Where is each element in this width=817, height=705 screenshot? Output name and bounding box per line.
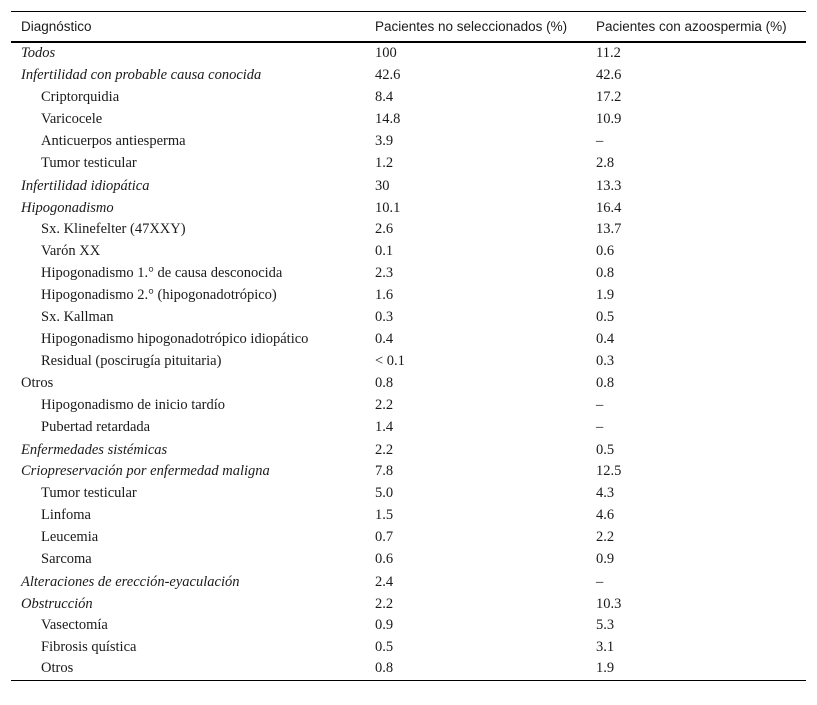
value-azoospermia: 1.9 — [596, 660, 615, 677]
value-azoospermia: 1.9 — [596, 286, 615, 303]
value-no-seleccionados: 2.4 — [375, 573, 394, 590]
diagnosis-label: Obstrucción — [21, 595, 93, 612]
table-body — [11, 42, 806, 680]
diagnosis-label: Hipogonadismo — [21, 199, 114, 216]
value-azoospermia: – — [596, 418, 604, 435]
table-row — [11, 570, 806, 592]
diagnosis-label: Leucemia — [41, 528, 99, 545]
diagnosis-label: Fibrosis quística — [41, 638, 137, 655]
diagnosis-label: Sarcoma — [41, 550, 92, 567]
value-azoospermia: 4.3 — [596, 484, 615, 501]
value-azoospermia: 0.5 — [596, 308, 615, 325]
table-row — [11, 86, 806, 108]
diagnosis-label: Criopreservación por enfermedad maligna — [21, 462, 270, 479]
value-no-seleccionados: 0.1 — [375, 242, 394, 259]
value-azoospermia: – — [596, 132, 604, 149]
table-row — [11, 240, 806, 262]
value-no-seleccionados: 0.8 — [375, 660, 394, 677]
diagnosis-label: Hipogonadismo de inicio tardío — [41, 396, 226, 413]
value-azoospermia: 16.4 — [596, 199, 622, 216]
value-no-seleccionados: 0.8 — [375, 374, 394, 391]
table-row — [11, 526, 806, 548]
table-row — [11, 416, 806, 438]
value-no-seleccionados: 0.6 — [375, 550, 394, 567]
diagnosis-label: Tumor testicular — [41, 154, 137, 171]
value-no-seleccionados: 1.5 — [375, 506, 394, 523]
diagnosis-label: Infertilidad idiopática — [21, 177, 150, 194]
table-row — [11, 658, 806, 680]
value-no-seleccionados: 10.1 — [375, 199, 401, 216]
value-no-seleccionados: 2.2 — [375, 396, 394, 413]
header-pacientes-azoospermia: Pacientes con azoospermia (%) — [596, 19, 787, 34]
table-row — [11, 438, 806, 460]
value-azoospermia: – — [596, 396, 604, 413]
value-azoospermia: 11.2 — [596, 45, 621, 61]
value-no-seleccionados: 0.7 — [375, 528, 394, 545]
diagnosis-label: Anticuerpos antiesperma — [41, 132, 186, 149]
diagnosis-label: Infertilidad con probable causa conocida — [21, 66, 262, 83]
value-no-seleccionados: 100 — [375, 45, 397, 61]
table-row — [11, 108, 806, 130]
table-row — [11, 152, 806, 174]
value-azoospermia: 4.6 — [596, 506, 615, 523]
value-azoospermia: 13.7 — [596, 220, 622, 237]
table-row — [11, 592, 806, 614]
value-no-seleccionados: 1.6 — [375, 286, 394, 303]
value-no-seleccionados: 0.5 — [375, 638, 394, 655]
value-azoospermia: 10.9 — [596, 110, 622, 127]
table-row — [11, 64, 806, 86]
value-azoospermia: 2.2 — [596, 528, 615, 545]
header-row — [11, 12, 806, 43]
table-row — [11, 328, 806, 350]
table-row — [11, 394, 806, 416]
table-row — [11, 262, 806, 284]
diagnosis-label: Sx. Kallman — [41, 308, 114, 325]
diagnosis-label: Sx. Klinefelter (47XXY) — [41, 220, 186, 237]
diagnosis-label: Residual (poscirugía pituitaria) — [41, 352, 222, 369]
table-row — [11, 548, 806, 570]
value-azoospermia: – — [596, 573, 604, 590]
value-no-seleccionados: 2.6 — [375, 220, 394, 237]
table-row — [11, 218, 806, 240]
value-no-seleccionados: 2.2 — [375, 595, 394, 612]
value-no-seleccionados: 30 — [375, 177, 390, 194]
value-azoospermia: 0.4 — [596, 330, 615, 347]
value-no-seleccionados: 0.4 — [375, 330, 394, 347]
table-row — [11, 482, 806, 504]
value-azoospermia: 0.8 — [596, 374, 615, 391]
value-no-seleccionados: 1.4 — [375, 418, 394, 435]
value-no-seleccionados: 2.2 — [375, 441, 394, 458]
table-row — [11, 196, 806, 218]
diagnosis-label: Hipogonadismo 1.° de causa desconocida — [41, 264, 283, 281]
table-row — [11, 306, 806, 328]
value-no-seleccionados: 7.8 — [375, 462, 394, 479]
value-no-seleccionados: < 0.1 — [375, 352, 405, 369]
value-no-seleccionados: 5.0 — [375, 484, 394, 501]
diagnosis-label: Varicocele — [41, 110, 103, 127]
diagnosis-label: Enfermedades sistémicas — [21, 441, 168, 458]
value-no-seleccionados: 42.6 — [375, 66, 401, 83]
value-azoospermia: 3.1 — [596, 638, 615, 655]
value-no-seleccionados: 8.4 — [375, 88, 394, 105]
diagnosis-label: Hipogonadismo 2.° (hipogonadotrópico) — [41, 286, 277, 303]
diagnosis-label: Vasectomía — [41, 616, 108, 633]
value-azoospermia: 0.5 — [596, 441, 615, 458]
value-no-seleccionados: 14.8 — [375, 110, 401, 127]
value-no-seleccionados: 0.9 — [375, 616, 394, 633]
value-azoospermia: 13.3 — [596, 177, 622, 194]
header-pacientes-no-seleccionados: Pacientes no seleccionados (%) — [375, 19, 568, 34]
diagnosis-label: Otros — [41, 660, 74, 677]
value-azoospermia: 12.5 — [596, 462, 622, 479]
value-no-seleccionados: 0.3 — [375, 308, 394, 325]
value-azoospermia: 10.3 — [596, 595, 622, 612]
table-header — [11, 12, 806, 43]
value-no-seleccionados: 2.3 — [375, 264, 394, 281]
table-row — [11, 130, 806, 152]
value-no-seleccionados: 3.9 — [375, 132, 394, 149]
table-row — [11, 372, 806, 394]
diagnosis-label: Varón XX — [41, 242, 101, 259]
value-no-seleccionados: 1.2 — [375, 154, 394, 171]
diagnosis-table — [11, 11, 806, 681]
value-azoospermia: 42.6 — [596, 66, 622, 83]
value-azoospermia: 5.3 — [596, 616, 615, 633]
value-azoospermia: 0.9 — [596, 550, 615, 567]
value-azoospermia: 17.2 — [596, 88, 622, 105]
table-row — [11, 460, 806, 482]
table-row — [11, 284, 806, 306]
diagnosis-label: Linfoma — [41, 506, 91, 523]
table-row — [11, 350, 806, 372]
diagnosis-label: Alteraciones de erección-eyaculación — [21, 573, 240, 590]
diagnosis-table-container — [11, 11, 806, 681]
table-row — [11, 42, 806, 64]
table-row — [11, 614, 806, 636]
diagnosis-label: Hipogonadismo hipogonadotrópico idiopático — [41, 330, 309, 347]
value-azoospermia: 2.8 — [596, 154, 615, 171]
table-row — [11, 174, 806, 196]
table-row — [11, 636, 806, 658]
diagnosis-label: Otros — [21, 374, 54, 391]
value-azoospermia: 0.3 — [596, 352, 615, 369]
diagnosis-label: Todos — [21, 45, 56, 61]
diagnosis-label: Tumor testicular — [41, 484, 137, 501]
value-azoospermia: 0.8 — [596, 264, 615, 281]
value-azoospermia: 0.6 — [596, 242, 615, 259]
table-row — [11, 504, 806, 526]
header-diagnostico: Diagnóstico — [21, 19, 92, 34]
diagnosis-label: Criptorquidia — [41, 88, 120, 105]
diagnosis-label: Pubertad retardada — [41, 418, 151, 435]
